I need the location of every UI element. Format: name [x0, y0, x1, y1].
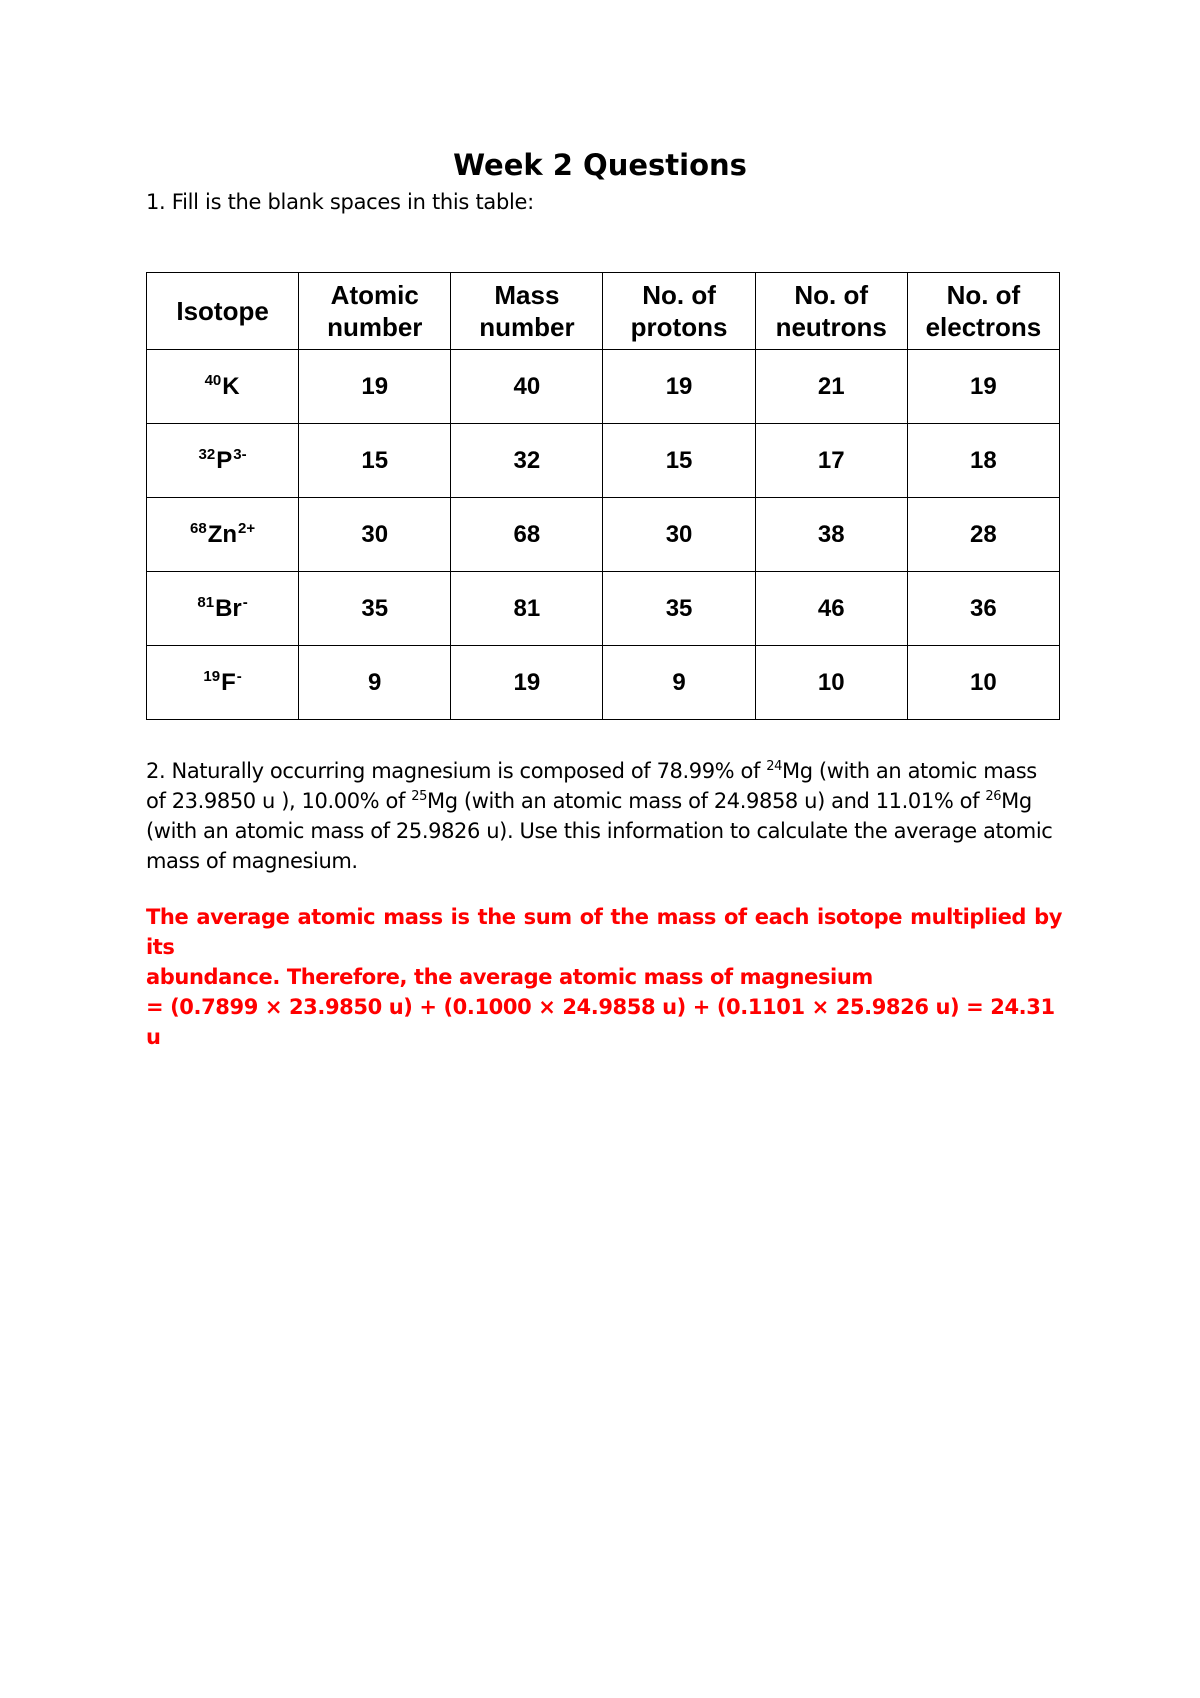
isotope-element: P [216, 447, 233, 474]
header-label: Atomic [330, 280, 419, 310]
electrons-cell: 28 [907, 498, 1059, 572]
isotope-charge-superscript: - [242, 594, 248, 611]
isotope-mass-superscript: 32 [198, 446, 216, 463]
isotope-charge-superscript: - [236, 668, 242, 685]
isotope-symbol-cell [147, 646, 299, 720]
isotope-mass-superscript: 68 [190, 520, 207, 537]
neutrons-cell: 10 [755, 646, 907, 720]
protons-cell: 9 [603, 646, 755, 720]
header-protons [603, 273, 755, 350]
atomic-number-cell: 9 [299, 646, 451, 720]
protons-cell: 19 [603, 350, 755, 424]
table-row [147, 424, 1060, 498]
isotope-table [146, 272, 1060, 720]
header-label: protons [630, 312, 728, 342]
answer-text [146, 902, 1062, 1052]
protons-cell: 30 [603, 498, 755, 572]
page-title: Week 2 Questions [453, 148, 747, 182]
header-atomic-number [299, 273, 451, 350]
table-row [147, 498, 1060, 572]
atomic-number-cell: 30 [299, 498, 451, 572]
header-label: electrons [925, 312, 1042, 342]
isotope-symbol-cell [147, 424, 299, 498]
electrons-cell: 18 [907, 424, 1059, 498]
electrons-cell: 10 [907, 646, 1059, 720]
question-2-text [146, 756, 1062, 876]
question-2-part: Mg (with an atomic mass of 24.9858 u) and 11.01% of [426, 789, 986, 813]
header-label: Mass [494, 280, 560, 310]
isotope-symbol-cell [147, 350, 299, 424]
isotope-charge-superscript: 2+ [238, 520, 256, 537]
mass-number-cell: 81 [451, 572, 603, 646]
electrons-cell: 36 [907, 572, 1059, 646]
isotope-superscript: 24 [766, 759, 782, 774]
atomic-number-cell: 15 [299, 424, 451, 498]
table-row [147, 350, 1060, 424]
isotope-mass-superscript: 19 [203, 668, 221, 685]
header-label: number [479, 312, 575, 342]
isotope-mass-superscript: 40 [204, 372, 222, 389]
isotope-element: K [222, 373, 240, 400]
answer-line-1: The average atomic mass is the sum of the mass of each isotope multiplied by its [146, 905, 1062, 959]
isotope-superscript: 25 [411, 789, 427, 804]
isotope-symbol-cell [147, 498, 299, 572]
header-label: neutrons [775, 312, 887, 342]
header-label: No. of [946, 280, 1021, 310]
header-electrons [907, 273, 1059, 350]
mass-number-cell: 32 [451, 424, 603, 498]
header-label: No. of [794, 280, 869, 310]
table-row [147, 646, 1060, 720]
header-label: No. of [642, 280, 716, 310]
header-label: number [327, 312, 423, 342]
neutrons-cell: 21 [755, 350, 907, 424]
neutrons-cell: 17 [755, 424, 907, 498]
isotope-charge-superscript: 3- [233, 446, 247, 463]
answer-line-2: abundance. Therefore, the average atomic mass of magnesium [146, 965, 873, 989]
mass-number-cell: 19 [451, 646, 603, 720]
header-label: Isotope [176, 296, 269, 326]
answer-line-3: = (0.7899 × 23.9850 u) + (0.1000 × 24.9858 u) + (0.1101 × 25.9826 u) = 24.31 u [146, 995, 1055, 1049]
header-mass-number [451, 273, 603, 350]
mass-number-cell: 40 [451, 350, 603, 424]
protons-cell: 35 [603, 572, 755, 646]
protons-cell: 15 [603, 424, 755, 498]
question-1-text: 1. Fill is the blank spaces in this table: [146, 190, 534, 214]
question-2-part: Mg (with an atomic mass of 25.9826 u). Use this information to calculate the average atomic mass of magnesium. [146, 789, 1053, 873]
question-2-part: Mg (with an atomic mass of 23.9850 u ), 10.00% of [146, 759, 1037, 813]
isotope-element: F [221, 669, 236, 696]
isotope-element: Br [215, 595, 242, 622]
atomic-number-cell: 19 [299, 350, 451, 424]
isotope-element: Zn [207, 521, 238, 548]
header-isotope [147, 273, 299, 350]
table-row [147, 572, 1060, 646]
atomic-number-cell: 35 [299, 572, 451, 646]
mass-number-cell: 68 [451, 498, 603, 572]
question-2-part: 2. Naturally occurring magnesium is composed of 78.99% of [146, 759, 767, 783]
header-neutrons [755, 273, 907, 350]
neutrons-cell: 38 [755, 498, 907, 572]
electrons-cell: 19 [907, 350, 1059, 424]
isotope-superscript: 26 [985, 789, 1002, 804]
table-header-row [147, 273, 1060, 350]
neutrons-cell: 46 [755, 572, 907, 646]
isotope-mass-superscript: 81 [197, 594, 215, 611]
isotope-symbol-cell [147, 572, 299, 646]
